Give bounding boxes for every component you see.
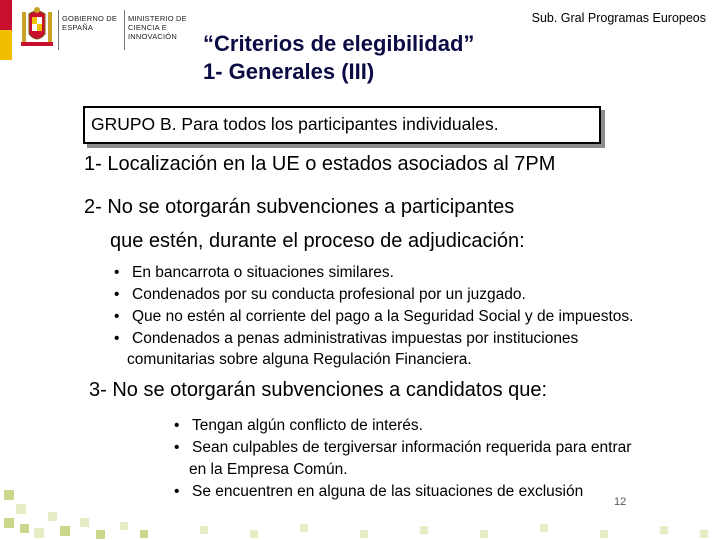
criterion-2-bullet: • En bancarrota o situaciones similares. xyxy=(114,264,394,281)
criterion-3-bullet: • Se encuentren en alguna de las situaciones de exclusión xyxy=(174,483,584,500)
flag-red-band xyxy=(0,0,12,30)
criterion-3-bullet: • Tengan algún conflicto de interés. xyxy=(174,417,423,434)
flag-yellow-band xyxy=(0,30,12,60)
slide-title-line1: “Criterios de elegibilidad” xyxy=(203,31,475,56)
criterion-2-line2: que estén, durante el proceso de adjudicación: xyxy=(110,230,525,252)
header-department-label: Sub. Gral Programas Europeos xyxy=(531,11,706,25)
coat-of-arms-icon xyxy=(20,6,54,52)
criterion-2-line1: 2- No se otorgarán subvenciones a participantes xyxy=(84,196,515,218)
page-number: 12 xyxy=(614,496,627,508)
criterion-2-bullet: • Condenados a penas administrativas impuestas por instituciones xyxy=(114,330,579,347)
criterion-3-bullet-continuation: en la Empresa Común. xyxy=(189,461,348,478)
logo-text-ministry: MINISTERIO DE CIENCIA E INNOVACIÓN xyxy=(128,14,187,41)
logo-text-government: GOBIERNO DE ESPAÑA xyxy=(62,14,118,32)
criterion-3-bullet: • Sean culpables de tergiversar información requerida para entrar xyxy=(174,439,632,456)
slide-title-line2: 1- Generales (III) xyxy=(203,59,375,84)
group-b-box xyxy=(83,106,601,144)
logo-divider xyxy=(124,10,125,50)
decorative-squares xyxy=(0,484,720,540)
flag-strip xyxy=(0,0,12,60)
criterion-3: 3- No se otorgarán subvenciones a candidatos que: xyxy=(89,379,548,401)
criterion-1: 1- Localización en la UE o estados asociados al 7PM xyxy=(84,153,556,175)
government-logo xyxy=(20,6,190,58)
criterion-2-bullet-continuation: comunitarias sobre alguna Regulación Financiera. xyxy=(127,351,472,368)
logo-divider xyxy=(58,10,59,50)
group-b-label: GRUPO B. Para todos los participantes individuales. xyxy=(91,114,499,134)
criterion-2-bullet: • Que no estén al corriente del pago a la Seguridad Social y de impuestos. xyxy=(114,308,634,325)
slide-title xyxy=(203,30,474,86)
criterion-2-bullet: • Condenados por su conducta profesional por un juzgado. xyxy=(114,286,526,303)
